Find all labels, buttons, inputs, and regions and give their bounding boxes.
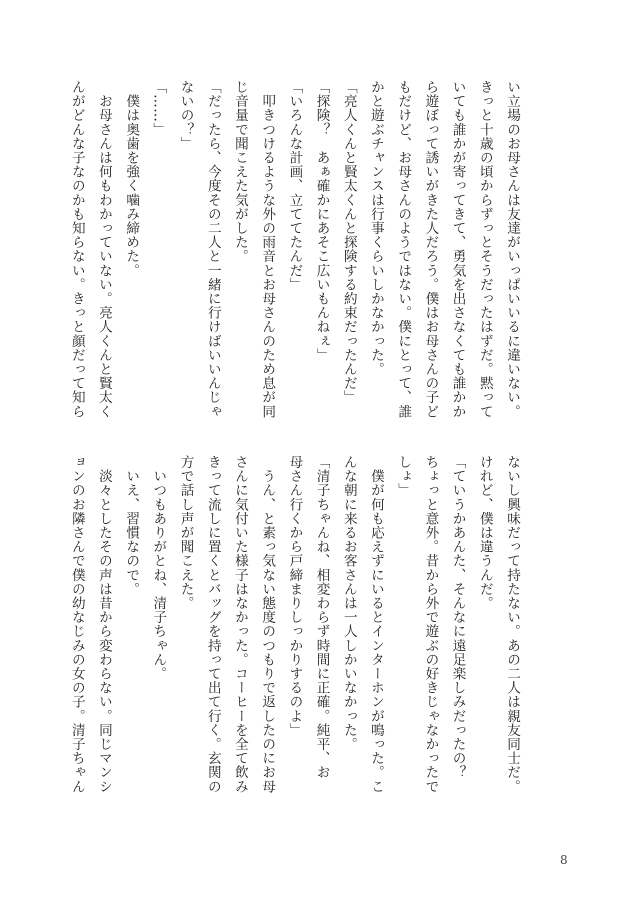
text-column: ないの？」: [177, 80, 194, 151]
text-column: しょ」: [395, 455, 412, 498]
text-column: うん、と素っ気ない態度のつもりで返したのにお母: [259, 455, 276, 794]
text-column: 方で話し声が聞こえた。: [177, 455, 194, 611]
text-column: お母さんは何もわかっていない。亮人くんと賢太く: [95, 80, 112, 419]
text-column: けれど、僕は違うんだ。: [476, 455, 493, 611]
text-column: じ音量で聞こえた気がした。: [231, 80, 248, 264]
text-column: さんに気付いた様子はなかった。コーヒーを全て飲み: [231, 455, 248, 794]
text-column: 「探険？ あぁ確かにあそこ広いもんねぇ」: [313, 80, 330, 362]
text-column: 「いろんな計画、立ててたんだ」: [286, 80, 303, 292]
text-column: かと遊ぶチャンスは行事くらいしかなかった。: [367, 80, 384, 377]
text-column: いえ、習慣なので。: [123, 455, 140, 596]
text-column: んな朝に来るお客さんは一人しかいなかった。: [340, 455, 357, 752]
text-column: 淡々としたその声は昔から変わらない。同じマンシ: [95, 455, 112, 794]
text-column: 叩きつけるような外の雨音とお母さんのため息が同: [259, 80, 276, 419]
lower-text-block: [68, 455, 525, 827]
text-column: もだけど、お母さんのようではない。僕にとって、誰: [395, 80, 412, 419]
text-column: いても誰かが寄ってきて、勇気を出さなくても誰かか: [449, 80, 466, 419]
upper-text-block: [68, 80, 525, 440]
text-column: んがどんな子なのかも知らない。きっと顔だって知ら: [68, 80, 85, 419]
text-column: 「……」: [150, 80, 167, 137]
text-column: きっと十歳の頃からずっとそうだったはずだ。黙って: [476, 80, 493, 419]
text-column: い立場のお母さんは友達がいっぱいいるに違いない。: [504, 80, 520, 419]
text-column: ちょっと意外。昔から外で遊ぶの好きじゃなかったで: [422, 455, 439, 794]
text-column: いつもありがとね、清子ちゃん。: [150, 455, 167, 681]
text-column: きって流しに置くとバッグを持って出て行く。玄関の: [204, 455, 221, 794]
text-column: 母さん行くから戸締まりしっかりするのよ」: [286, 455, 303, 737]
text-column: ョンのお隣さんで僕の幼なじみの女の子。清子ちゃん: [68, 455, 85, 794]
page-number: 8: [560, 853, 568, 867]
text-column: ないし興味だって持たない。あの二人は親友同士だ。: [504, 455, 520, 794]
text-column: ら遊ぼって誘いがきた人だろう。僕はお母さんの子ど: [422, 80, 439, 419]
text-column: 「亮人くんと賢太くんと探険する約束だったんだ」: [340, 80, 357, 405]
text-column: 「だったら、今度その二人と一緒に行けばいいんじゃ: [204, 80, 221, 419]
text-column: 「ていうかあんた、そんなに遠足楽しみだったの？: [449, 455, 466, 780]
text-column: 「清子ちゃんね、相変わらず時間に正確。純平、お: [313, 455, 330, 780]
text-column: 僕は奥歯を強く噛み締めた。: [123, 80, 140, 278]
text-column: 僕が何も応えずにいるとインターホンが鳴った。こ: [367, 455, 384, 794]
